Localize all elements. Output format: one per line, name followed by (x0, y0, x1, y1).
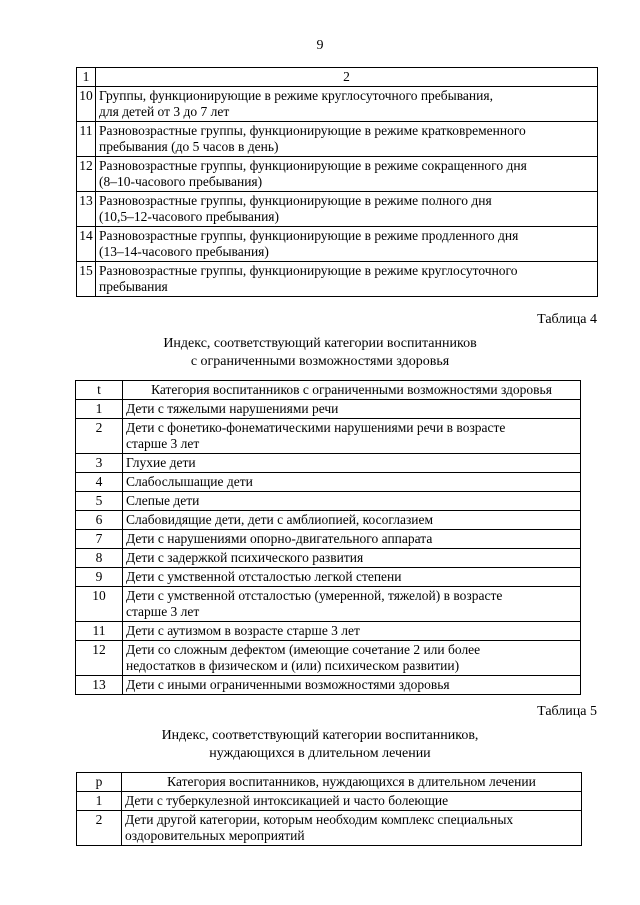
row-text-line: Дети с умственной отсталостью (умеренной, тяжелой) в возрасте (126, 588, 503, 603)
row-number: 3 (76, 454, 123, 473)
column-header-number: 1 (77, 68, 96, 87)
column-header-description: 2 (96, 68, 598, 87)
row-number: 5 (76, 492, 123, 511)
row-text-line: Разновозрастные группы, функционирующие в режиме продленного дня (99, 228, 519, 243)
row-text-line: Дети другой категории, которым необходим комплекс специальных (125, 812, 514, 827)
row-text-line: пребывания (99, 279, 168, 294)
row-number: 11 (77, 122, 96, 157)
table4-title-line: с ограниченными возможностями здоровья (190, 354, 450, 369)
row-text-line: Дети с тяжелыми нарушениями речи (126, 401, 339, 416)
row-number: 12 (76, 641, 123, 676)
row-number: 2 (76, 419, 123, 454)
row-text-line: Дети с иными ограниченными возможностями здоровья (126, 677, 450, 692)
table-header-row (76, 381, 581, 400)
row-text (123, 530, 581, 549)
row-number: 10 (77, 87, 96, 122)
row-number: 1 (76, 400, 123, 419)
page-number: 9 (316, 38, 324, 53)
table-row (77, 87, 598, 122)
row-text (96, 87, 598, 122)
table-row (77, 792, 582, 811)
health-limitations-table (75, 380, 581, 695)
row-text (123, 419, 581, 454)
row-number: 4 (76, 473, 123, 492)
table-row (76, 568, 581, 587)
table-row (77, 122, 598, 157)
row-text-line: Дети с нарушениями опорно-двигательного аппарата (126, 531, 433, 546)
row-text-line: Дети с туберкулезной интоксикацией и часто болеющие (125, 793, 449, 808)
table5-title-line: нуждающихся в длительном лечении (209, 746, 431, 761)
row-text-line: Дети с аутизмом в возрасте старше 3 лет (126, 623, 360, 638)
row-text (96, 122, 598, 157)
row-text (123, 641, 581, 676)
column-header-category: Категория воспитанников с ограниченными возможностями здоровья (123, 381, 581, 400)
row-text (123, 622, 581, 641)
row-text-line: Разновозрастные группы, функционирующие в режиме полного дня (99, 193, 492, 208)
row-text (96, 157, 598, 192)
row-text-line: Слабовидящие дети, дети с амблиопией, косоглазием (126, 512, 434, 527)
row-number: 14 (77, 227, 96, 262)
table4-caption: Таблица 4 (537, 312, 597, 327)
row-text-line: Дети с задержкой психического развития (126, 550, 364, 565)
table-row (77, 227, 598, 262)
table-header-row (77, 773, 582, 792)
table-row (76, 419, 581, 454)
row-text-line: для детей от 3 до 7 лет (99, 104, 230, 119)
row-text-line: Группы, функционирующие в режиме круглосуточного пребывания, (99, 88, 493, 103)
row-text-line: Дети с умственной отсталостью легкой степени (126, 569, 402, 584)
groups-table-continued (76, 67, 598, 297)
column-header-category: Категория воспитанников, нуждающихся в длительном лечении (122, 773, 582, 792)
long-term-treatment-table (76, 772, 582, 846)
table-row (76, 473, 581, 492)
row-text-line: старше 3 лет (126, 436, 200, 451)
row-number: 12 (77, 157, 96, 192)
table-row (77, 811, 582, 846)
row-text (96, 262, 598, 297)
row-number: 13 (76, 676, 123, 695)
table-row (76, 676, 581, 695)
row-text-line: (13–14-часового пребывания) (99, 244, 269, 259)
row-text (123, 676, 581, 695)
row-number: 9 (76, 568, 123, 587)
table-row (76, 622, 581, 641)
row-text (123, 587, 581, 622)
row-text-line: Глухие дети (126, 455, 196, 470)
row-number: 2 (77, 811, 122, 846)
row-text-line: недостатков в физическом и (или) психическом развитии) (126, 658, 460, 673)
row-text (96, 192, 598, 227)
table-row (76, 641, 581, 676)
table-row (77, 192, 598, 227)
table-row (77, 262, 598, 297)
row-number: 15 (77, 262, 96, 297)
table4-title (0, 335, 640, 371)
row-text (123, 492, 581, 511)
row-text (96, 227, 598, 262)
row-text (123, 549, 581, 568)
row-text (122, 792, 582, 811)
table-row (76, 454, 581, 473)
row-text (122, 811, 582, 846)
table-row (76, 492, 581, 511)
row-text-line: Разновозрастные группы, функционирующие в режиме круглосуточного (99, 263, 518, 278)
table-header-row (77, 68, 598, 87)
row-number: 7 (76, 530, 123, 549)
table5-title (0, 727, 640, 763)
row-number: 13 (77, 192, 96, 227)
row-text (123, 454, 581, 473)
row-text-line: Дети со сложным дефектом (имеющие сочетание 2 или более (126, 642, 481, 657)
row-number: 8 (76, 549, 123, 568)
column-header-index: p (77, 773, 122, 792)
row-text-line: (8–10-часового пребывания) (99, 174, 263, 189)
row-text (123, 473, 581, 492)
table-row (76, 400, 581, 419)
row-number: 6 (76, 511, 123, 530)
row-number: 10 (76, 587, 123, 622)
table-row (76, 549, 581, 568)
row-text-line: Разновозрастные группы, функционирующие в режиме кратковременного (99, 123, 526, 138)
table-row (76, 530, 581, 549)
row-text-line: старше 3 лет (126, 604, 200, 619)
row-text (123, 568, 581, 587)
table4-title-line: Индекс, соответствующий категории воспитанников (163, 336, 477, 351)
row-text-line: Слабослышащие дети (126, 474, 253, 489)
row-text-line: оздоровительных мероприятий (125, 828, 305, 843)
table-row (76, 587, 581, 622)
table-row (76, 511, 581, 530)
table5-caption: Таблица 5 (537, 704, 597, 719)
row-number: 11 (76, 622, 123, 641)
table5-title-line: Индекс, соответствующий категории воспитанников, (161, 728, 479, 743)
row-text-line: Дети с фонетико-фонематическими нарушениями речи в возрасте (126, 420, 506, 435)
row-text-line: пребывания (до 5 часов в день) (99, 139, 279, 154)
row-number: 1 (77, 792, 122, 811)
row-text-line: Слепые дети (126, 493, 200, 508)
row-text (123, 511, 581, 530)
row-text (123, 400, 581, 419)
column-header-index: t (76, 381, 123, 400)
row-text-line: (10,5–12-часового пребывания) (99, 209, 279, 224)
row-text-line: Разновозрастные группы, функционирующие в режиме сокращенного дня (99, 158, 527, 173)
table-row (77, 157, 598, 192)
